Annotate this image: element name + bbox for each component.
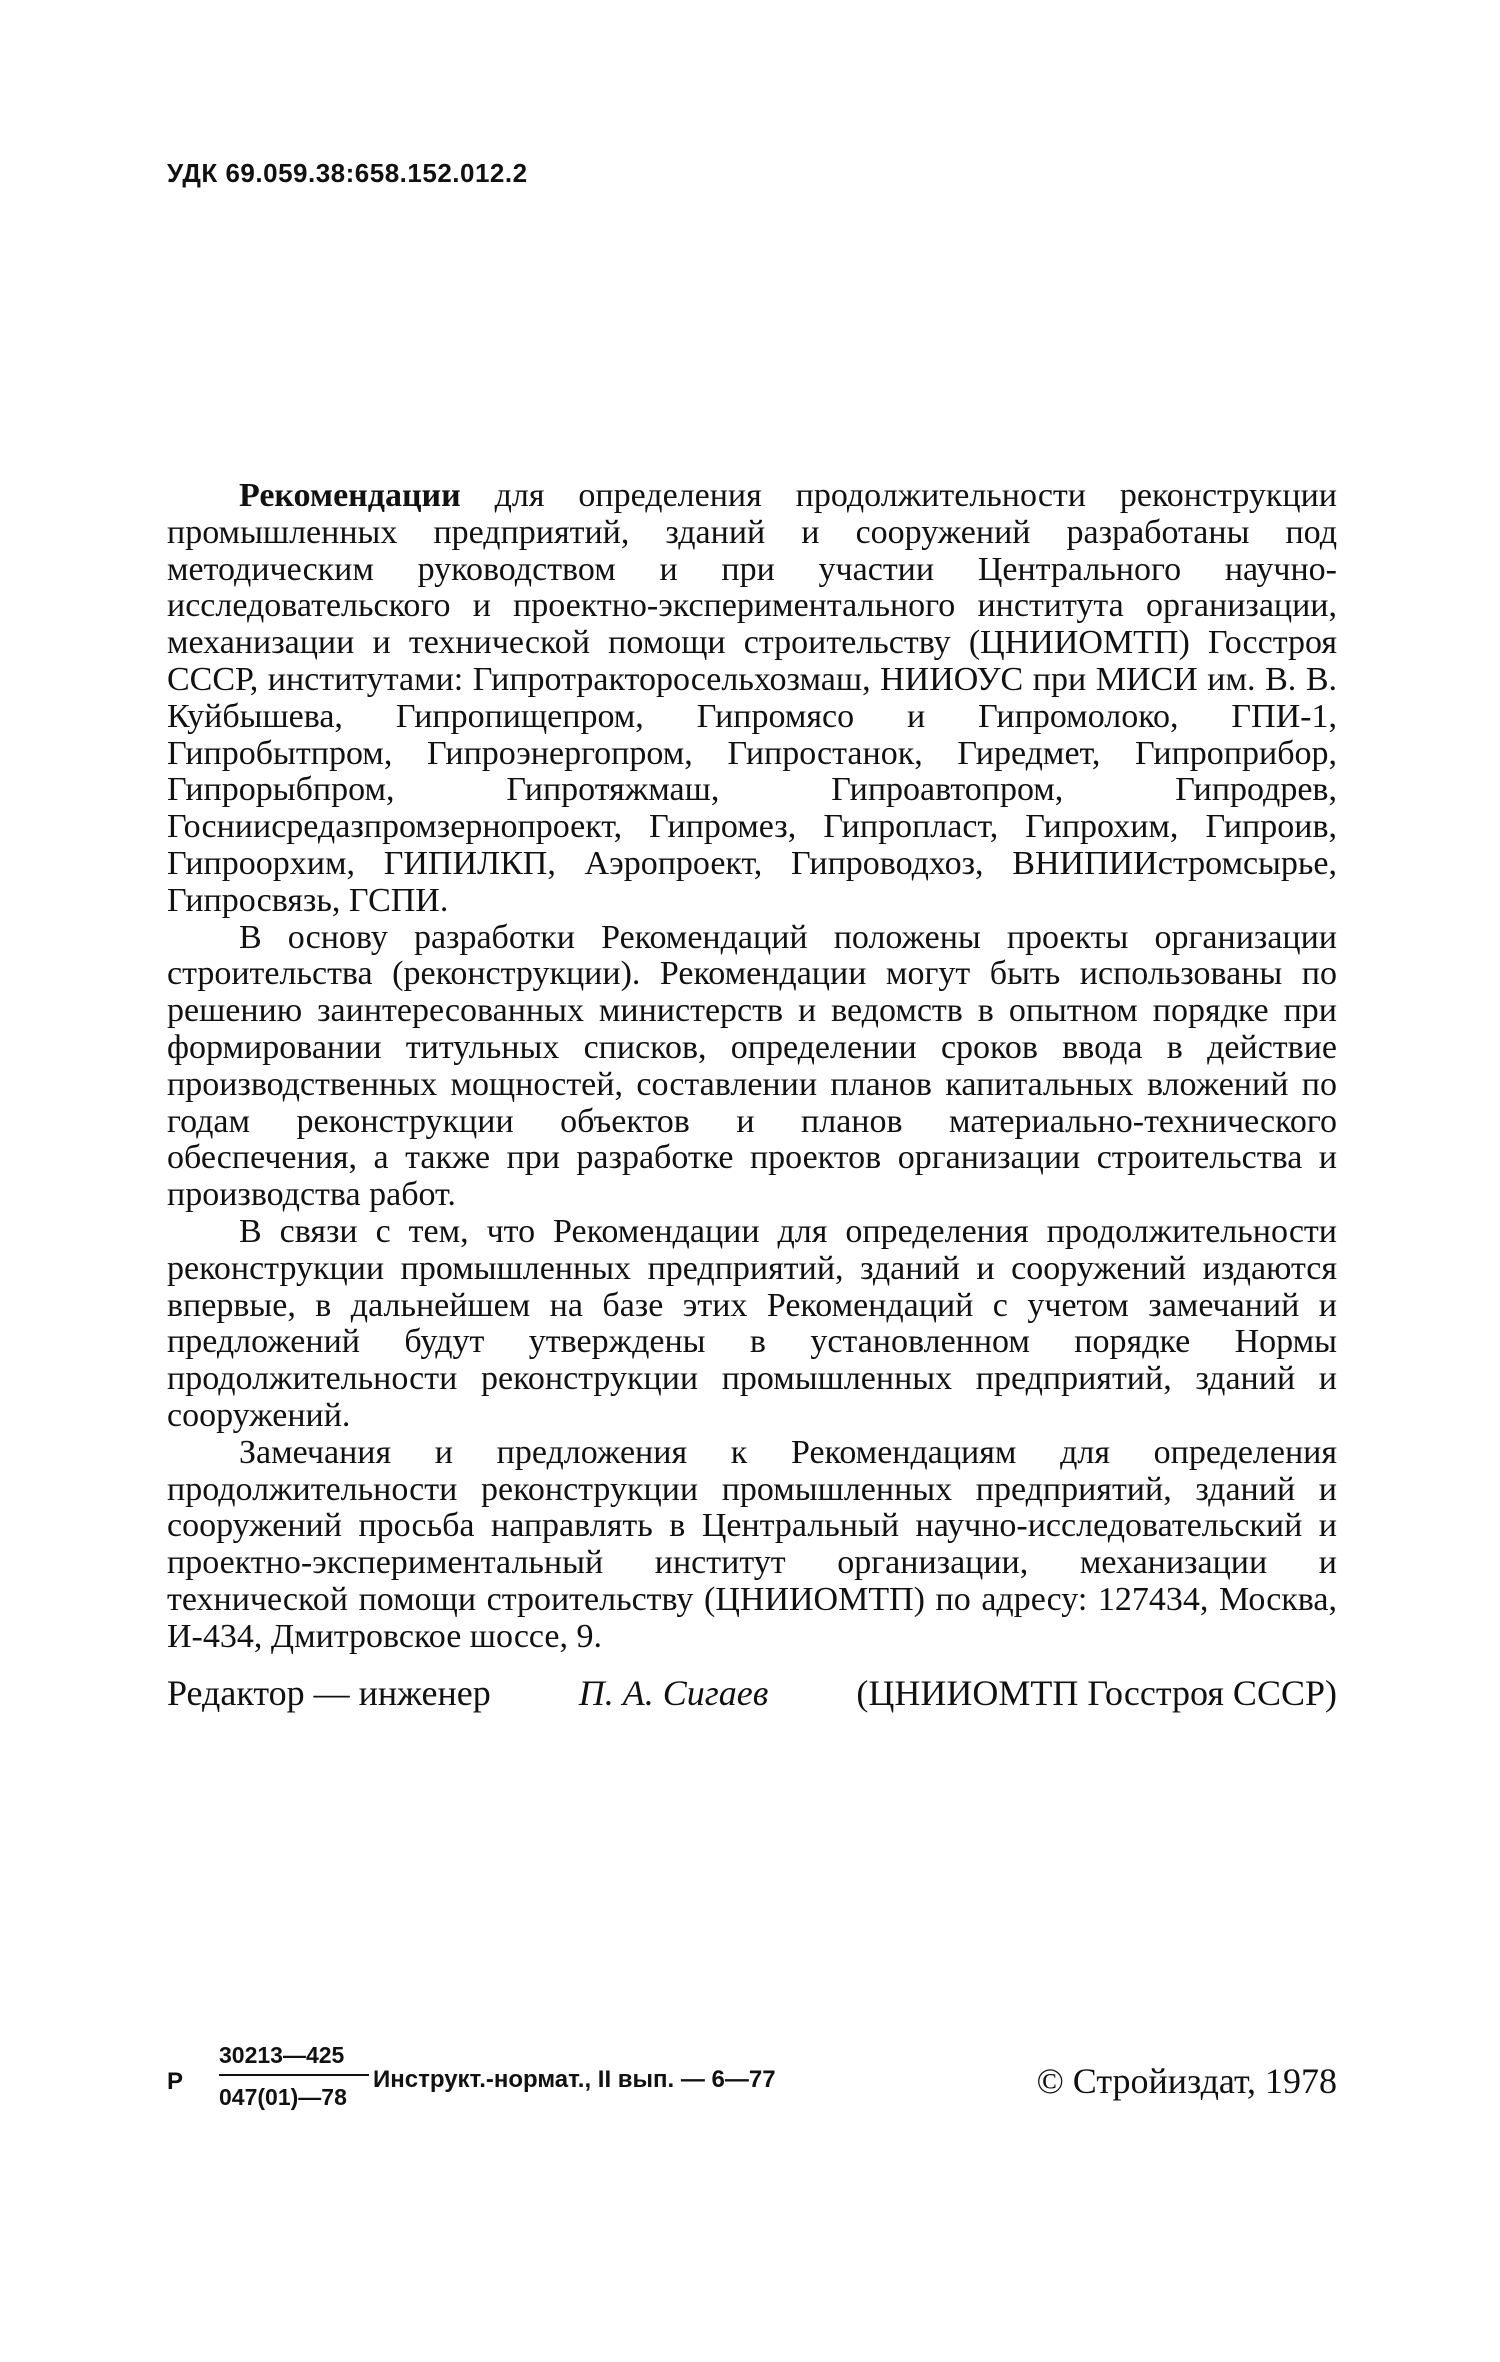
editor-label: Редактор — инженер	[167, 1673, 491, 1713]
paragraph-3: В связи с тем, что Рекомендации для определения продолжительности реконструкции промышленных предприятий, зданий и сооружений издаются впервые, в дальнейшем на базе этих Рекомендаций с учетом замечаний и предложений будут утверждены в установленном порядке Нормы продолжительности реконструкции промышленных предприятий, зданий и сооружений.	[167, 1212, 1337, 1434]
udk-code: УДК 69.059.38:658.152.012.2	[167, 158, 528, 188]
publisher-copyright: © Стройиздат, 1978	[1036, 2061, 1337, 2101]
paragraph-4: Замечания и предложения к Рекомендациям для определения продолжительности реконструкции промышленных предприятий, зданий и сооружений просьба направлять в Центральный научно-исследовательский и проектно-экспериментальный институт организации, механизации и технической помощи строительству (ЦНИИОМТП) по адресу: 127434, Москва, И-434, Дмитровское шоссе, 9.	[167, 1433, 1337, 1655]
editor-organization: (ЦНИИОМТП Госстроя СССР)	[856, 1673, 1337, 1713]
imprint	[167, 2040, 1337, 2130]
editor-name: П. А. Сигаев	[578, 1673, 769, 1713]
imprint-numerator: 30213—425	[219, 2040, 369, 2076]
paragraph-2: В основу разработки Рекомендаций положены проекты организации строительства (реконструкции). Рекомендации могут быть использованы по решению заинтересованных министерств и ведомств в опытном порядке при формировании титульных списков, определении сроков ввода в действие производственных мощностей, составлении планов капитальных вложений по годам реконструкции объектов и планов материально-технического обеспечения, а также при разработке проектов организации строительства и производства работ.	[167, 918, 1337, 1214]
imprint-fraction	[219, 2040, 369, 2112]
imprint-letter: Р	[167, 2068, 184, 2095]
imprint-series: Инструкт.-нормат., II вып. — 6—77	[373, 2066, 776, 2093]
main-text	[167, 478, 1337, 1656]
paragraph-1-text: для определения продолжительности реконструкции промышленных предприятий, зданий и сооружений разработаны под методическим руководством и при участии Центрального научно-исследовательского и проектно-экспериментального института организации, механизации и технической помощи строительству (ЦНИИОМТП) Госстроя СССР, институтами: Гипротракторосельхозмаш, НИИОУС при МИСИ им. В. В. Куйбышева, Гипропищепром, Гипромясо и Гипромолоко, ГПИ-1, Гипробытпром, Гипроэнергопром, Гипростанок, Гиредмет, Гипроприбор, Гипрорыбпром, Гипротяжмаш, Гипроавтопром, Гипродрев, Госниисредазпромзернопроект, Гипромез, Гипропласт, Гипрохим, Гипроив, Гипроорхим, ГИПИЛКП, Аэропроект, Гипроводхоз, ВНИПИИстромсырье, Гипросвязь, ГСПИ.	[167, 477, 1337, 919]
paragraph-1	[167, 478, 1337, 920]
paragraph-1-lead: Рекомендации	[239, 477, 461, 514]
editor-line	[167, 1672, 1337, 1714]
imprint-denominator: 047(01)—78	[219, 2084, 347, 2110]
